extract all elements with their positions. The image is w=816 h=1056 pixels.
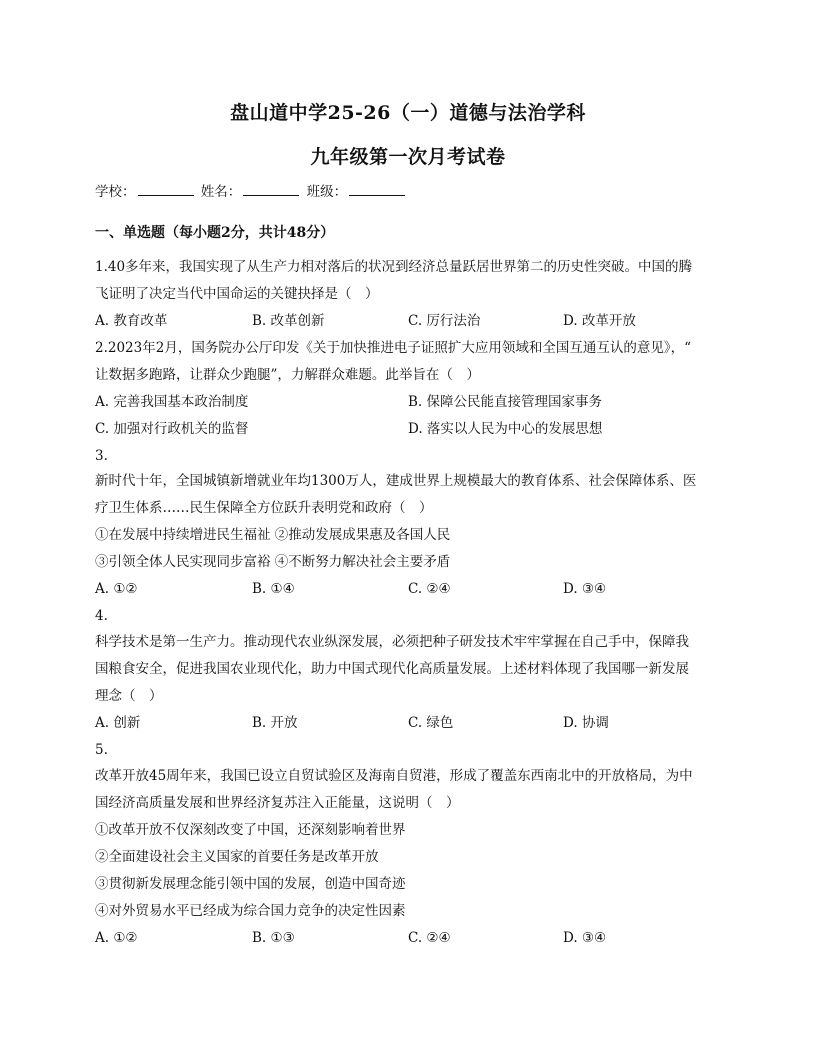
class-blank	[349, 183, 405, 196]
exam-title: 盘山道中学25-26（一）道德与法治学科	[230, 102, 586, 124]
q5-statement-2: ②全面建设社会主义国家的首要任务是改革开放	[95, 849, 379, 865]
q2-option-b: B. 保障公民能直接管理国家事务	[408, 394, 603, 410]
q3-option-b: B. ①④	[252, 581, 295, 597]
q2-option-a: A. 完善我国基本政治制度	[95, 394, 249, 410]
q3-option-c: C. ②④	[408, 581, 451, 597]
q3-line1: 新时代十年，全国城镇新增就业年均1300万人，建成世界上规模最大的教育体系、社会保障体系、医	[95, 473, 697, 489]
name-label: 姓名：	[200, 184, 242, 200]
q3-number: 3.	[95, 448, 108, 464]
q4-number: 4.	[95, 608, 108, 624]
student-info-row	[95, 180, 408, 200]
school-label: 学校：	[95, 184, 136, 200]
q5-line1: 改革开放45周年来，我国已设立自贸试验区及海南自贸港，形成了覆盖东西南北中的开放格局，为中	[95, 768, 693, 784]
q5-statement-1: ①改革开放不仅深刻改变了中国，还深刻影响着世界	[95, 822, 406, 838]
q3-statements-1: ①在发展中持续增进民生福祉 ②推动发展成果惠及各国人民	[95, 527, 451, 543]
q1-line2: 飞证明了决定当代中国命运的关键抉择是（ ）	[95, 286, 379, 302]
exam-subtitle: 九年级第一次月考试卷	[310, 146, 506, 168]
q2-line1: 2.2023年2月，国务院办公厅印发《关于加快推进电子证照扩大应用领域和全国互通互认的意见》，“	[95, 340, 691, 356]
name-blank	[243, 183, 299, 196]
q4-line3: 理念（ ）	[95, 688, 163, 704]
q3-option-d: D. ③④	[563, 581, 607, 597]
q2-line2: 让数据多跑路，让群众少跑腿”，力解群众难题。此举旨在（ ）	[95, 367, 480, 383]
q5-option-b: B. ①③	[252, 930, 295, 946]
class-label: 班级：	[306, 184, 348, 200]
q4-option-b: B. 开放	[252, 715, 298, 731]
q5-statement-4: ④对外贸易水平已经成为综合国力竞争的决定性因素	[95, 903, 406, 919]
school-blank	[138, 183, 194, 196]
q4-option-c: C. 绿色	[408, 715, 454, 731]
q1-option-d: D. 改革开放	[563, 313, 636, 329]
q1-option-c: C. 厉行法治	[408, 313, 481, 329]
q3-statements-2: ③引领全体人民实现同步富裕 ④不断努力解决社会主要矛盾	[95, 554, 451, 570]
q5-option-a: A. ①②	[95, 930, 138, 946]
q4-line1: 科学技术是第一生产力。推动现代农业纵深发展，必须把种子研发技术牢牢掌握在自己手中，保障我	[95, 634, 689, 650]
q1-option-b: B. 改革创新	[252, 313, 325, 329]
q1-line1: 1.40多年来，我国实现了从生产力相对落后的状况到经济总量跃居世界第二的历史性突破。中国的腾	[95, 259, 693, 275]
q4-option-a: A. 创新	[95, 715, 141, 731]
q5-statement-3: ③贯彻新发展理念能引领中国的发展，创造中国奇迹	[95, 876, 406, 892]
q2-option-d: D. 落实以人民为中心的发展思想	[408, 421, 603, 437]
q5-line2: 国经济高质量发展和世界经济复苏注入正能量，这说明（ ）	[95, 795, 460, 811]
q3-option-a: A. ①②	[95, 581, 138, 597]
q3-line2: 疗卫生体系……民生保障全方位跃升表明党和政府（ ）	[95, 500, 433, 516]
q1-option-a: A. 教育改革	[95, 313, 168, 329]
q5-option-c: C. ②④	[408, 930, 451, 946]
q4-line2: 国粮食安全，促进我国农业现代化，助力中国式现代化高质量发展。上述材料体现了我国哪一新发展	[95, 661, 689, 677]
q5-number: 5.	[95, 742, 108, 758]
q5-option-d: D. ③④	[563, 930, 607, 946]
q2-option-c: C. 加强对行政机关的监督	[95, 421, 249, 437]
q4-option-d: D. 协调	[563, 715, 609, 731]
section-title: 一、单选题（每小题2分，共计48分）	[95, 225, 335, 241]
